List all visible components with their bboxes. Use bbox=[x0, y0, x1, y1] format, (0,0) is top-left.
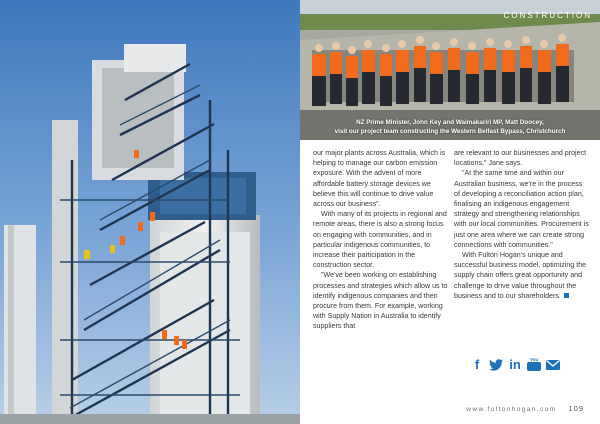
closing-paragraph-text: With Fulton Hogan's unique and successful business model, optimizing the supply chain offers great opportunity and challenge to drive value throughout the business and to our shareholders. bbox=[454, 251, 587, 300]
footer-url[interactable]: www.fultonhogan.com bbox=[466, 406, 557, 413]
footer bbox=[466, 404, 584, 413]
paragraph: "We've been working on establishing processes and strategies which allow us to identify indigenous companies and then procure from them. For example, working with Supply Nation in Australia to identify suppliers that bbox=[313, 271, 448, 331]
svg-text:You: You bbox=[529, 357, 539, 363]
page-number: 109 bbox=[568, 404, 584, 413]
article-column-2 bbox=[454, 148, 589, 332]
email-icon[interactable] bbox=[545, 357, 561, 373]
caption-line-1: NZ Prime Minister, John Key and Waimakariri MP, Matt Doocey, bbox=[356, 119, 544, 126]
team-photo bbox=[300, 0, 600, 140]
paragraph: With many of its projects in regional and remote areas, there is also a strong focus on engaging with communities, and in particular indigenous communities, to increase their participation in the construction sector. bbox=[313, 210, 447, 270]
twitter-icon[interactable] bbox=[488, 357, 504, 373]
paragraph bbox=[454, 250, 589, 301]
end-mark-icon bbox=[564, 293, 569, 298]
photo-caption bbox=[300, 118, 600, 136]
paragraph: "At the same time and within our Australian business, we're in the process of developing a reconciliation action plan, finalising an indigenous engagement strategy and strengthening relationships with our local communities. Procurement is just one area where we can create strong connections with communities." bbox=[454, 169, 589, 249]
article-body bbox=[313, 148, 589, 332]
facebook-icon[interactable]: f bbox=[474, 357, 480, 372]
paragraph: are relevant to our businesses and project locations," Jane says. bbox=[454, 149, 587, 168]
article-column-1 bbox=[313, 148, 448, 332]
social-icons bbox=[469, 357, 561, 373]
paragraph: our major plants across Australia, which is helping to manage our carbon emission exposure. With the advent of more affordable battery storage devices we believe this will continue to drive value across our business". bbox=[313, 149, 446, 209]
linkedin-icon[interactable]: in bbox=[509, 357, 521, 372]
youtube-icon[interactable] bbox=[526, 357, 542, 373]
caption-line-2: visit our project team constructing the Western Belfast Bypass, Christchurch bbox=[334, 128, 566, 135]
section-label: CONSTRUCTION bbox=[503, 11, 592, 20]
